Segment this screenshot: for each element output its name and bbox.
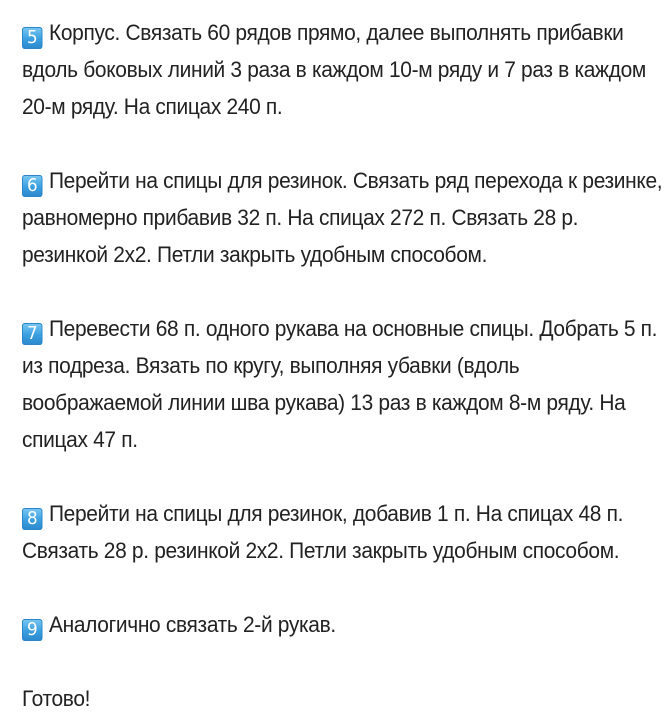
step-5-text: Корпус. Связать 60 рядов прямо, далее выполнять прибавки вдоль боковых линий 3 раза в каждом 10-м ряду и 7 раз в каждом 20-м ряду. На спицах 240 п. xyxy=(22,20,646,119)
step-9 xyxy=(22,606,664,643)
step-6 xyxy=(22,162,664,273)
step-5 xyxy=(22,14,664,125)
step-6-text: Перейти на спицы для резинок. Связать ряд перехода к резинке, равномерно прибавив 32 п. На спицах 272 п. Связать 28 р. резинкой 2х2. Петли закрыть удобным способом. xyxy=(22,168,663,267)
keycap-8-icon: 8 xyxy=(22,508,42,530)
step-8-text: Перейти на спицы для резинок, добавив 1 п. На спицах 48 п. Связать 28 р. резинкой 2х2. Петли закрыть удобным способом. xyxy=(22,501,624,563)
keycap-7-icon: 7 xyxy=(22,323,42,345)
keycap-5-icon: 5 xyxy=(22,27,42,49)
keycap-6-icon: 6 xyxy=(22,175,42,197)
step-9-text: Аналогично связать 2-й рукав. xyxy=(48,612,336,637)
step-7-text: Перевести 68 п. одного рукава на основные спицы. Добрать 5 п. из подреза. Вязать по кругу, выполняя убавки (вдоль воображаемой линии шва рукава) 13 раз в каждом 8-м ряду. На спицах 47 п. xyxy=(22,316,658,452)
keycap-9-icon: 9 xyxy=(22,619,42,641)
closing-text: Готово! xyxy=(22,686,91,711)
step-8 xyxy=(22,495,664,569)
step-7 xyxy=(22,310,664,458)
